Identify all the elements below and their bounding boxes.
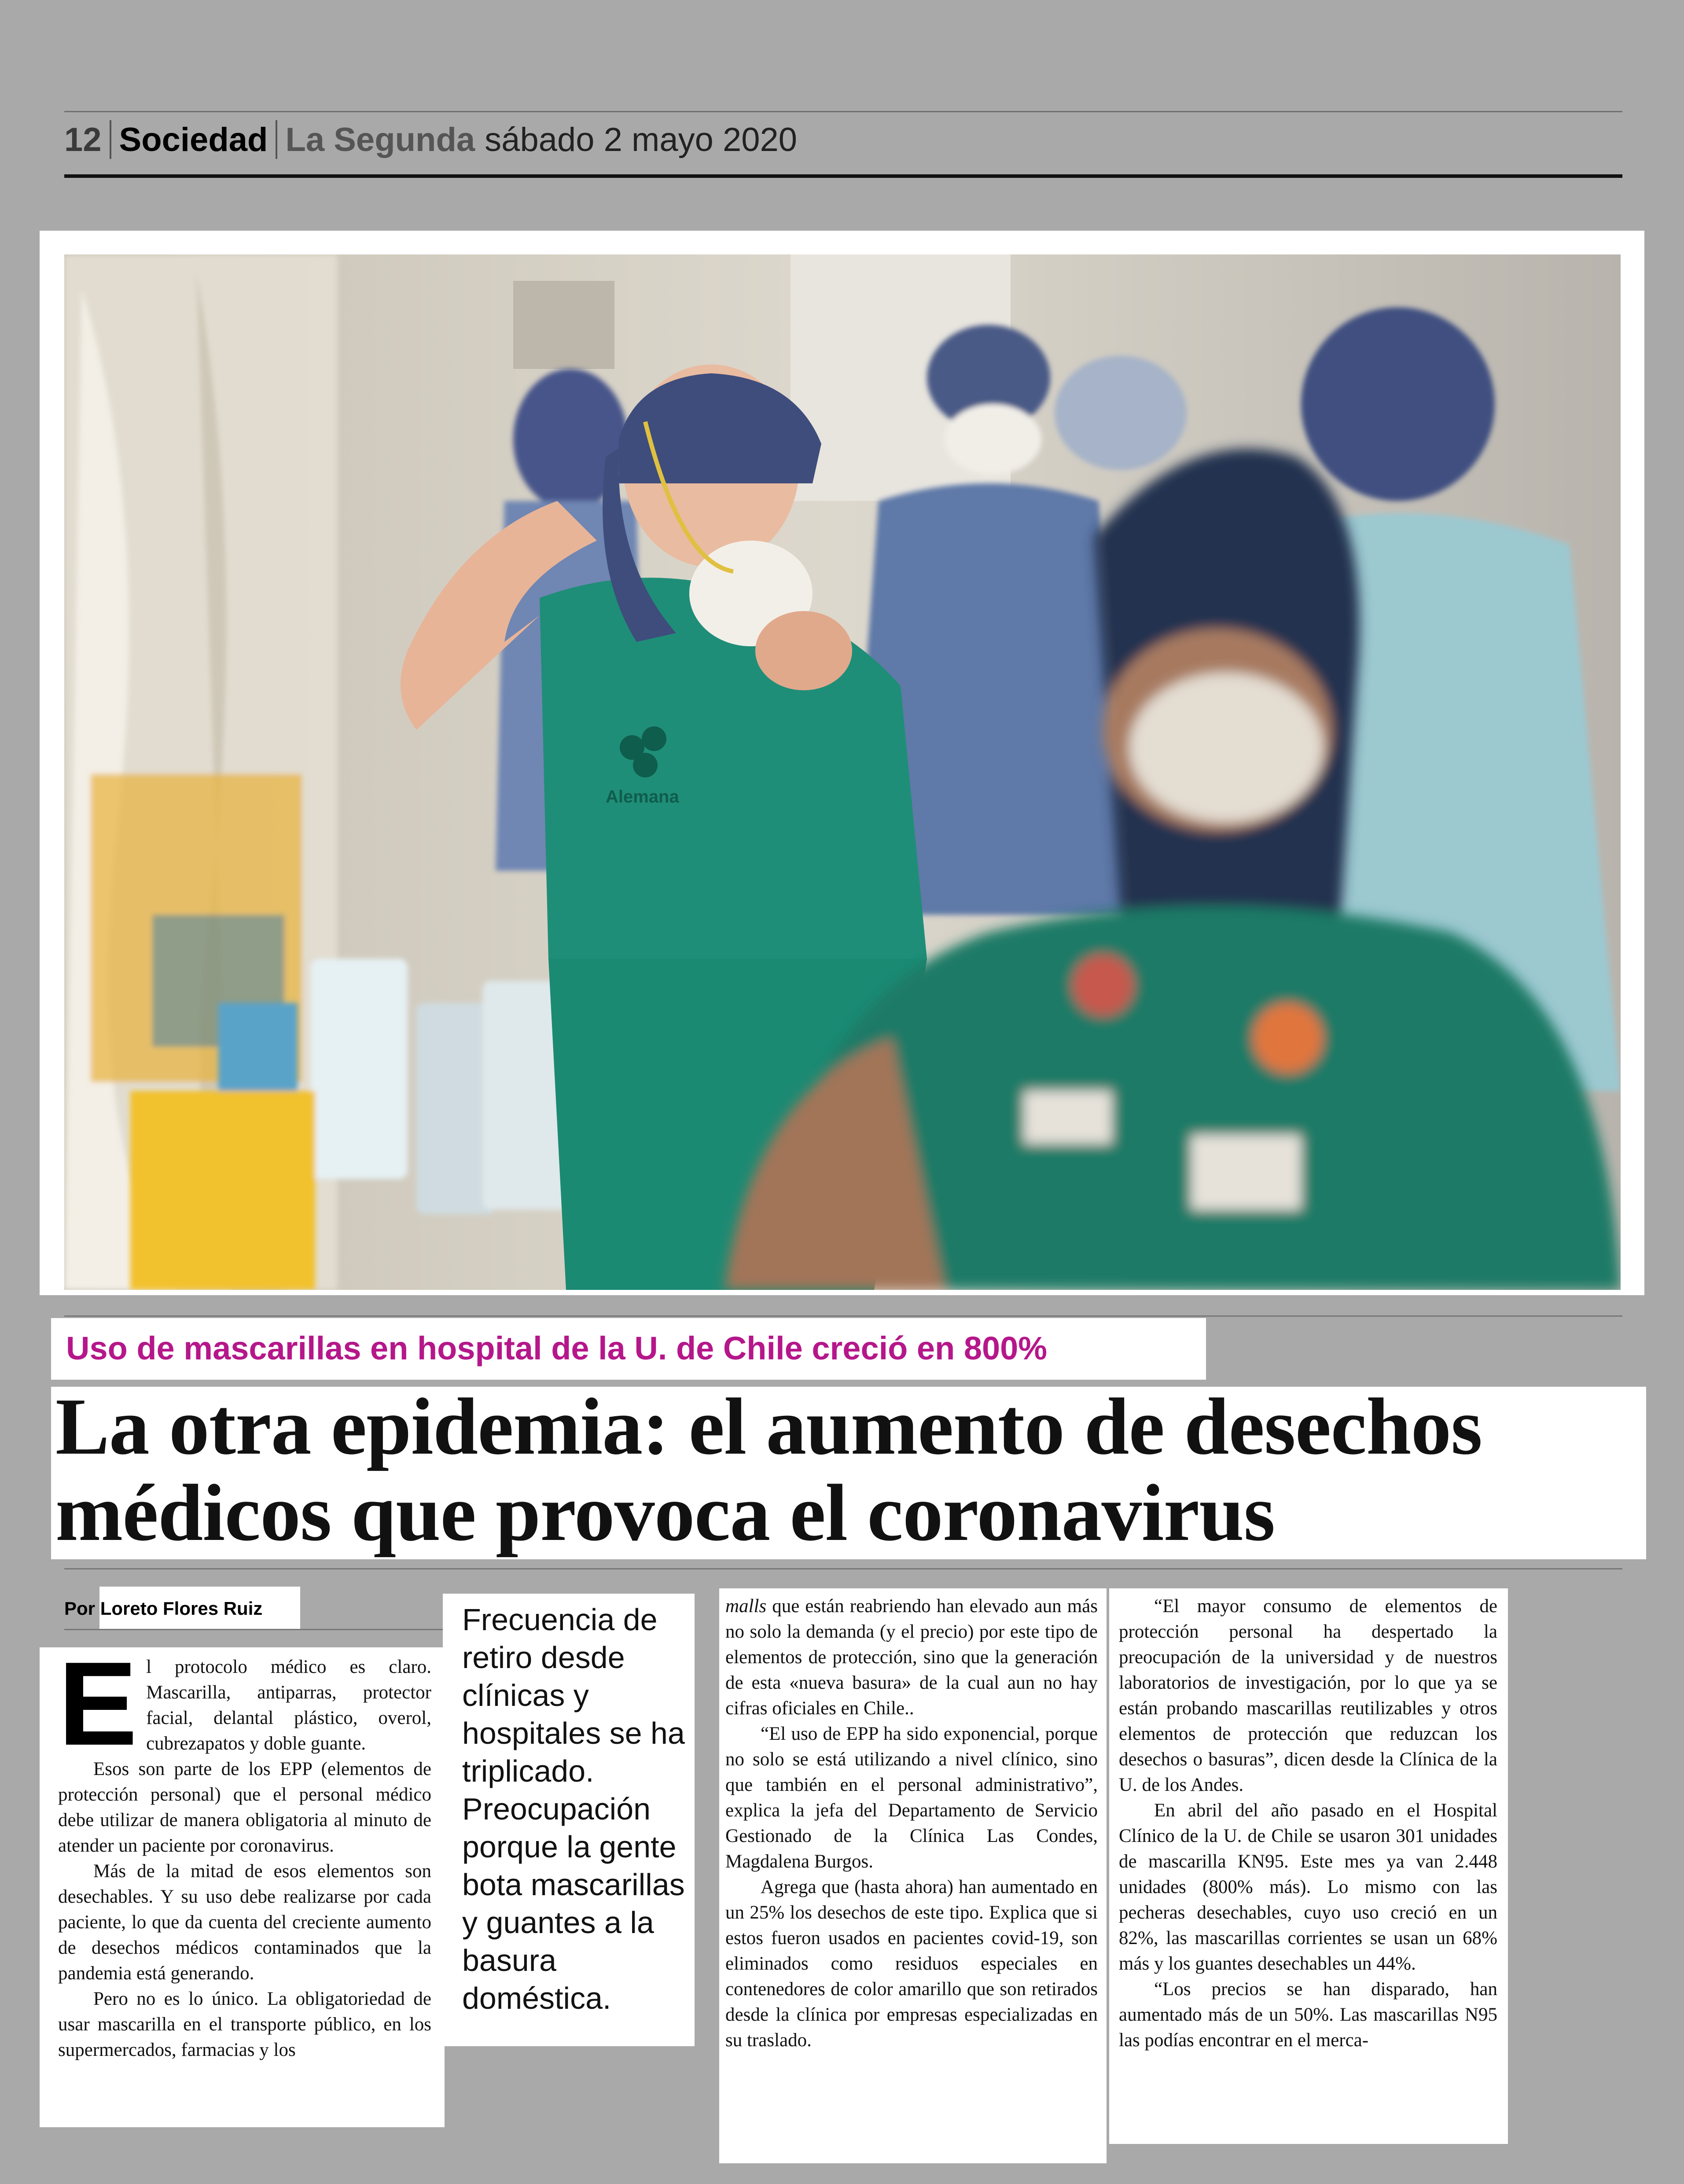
kicker: Uso de mascarillas en hospital de la U. de Chile creció en 800% [66,1330,1048,1366]
pull-quote: Frecuencia de retiro desde clínicas y hospitales se ha triplicado. Preocupación porque la gente bota mascarillas y guantes a la basura doméstica. [462,1602,685,2015]
paragraph: Agrega que (hasta ahora) han aumentado en un 25% los desechos de este tipo. Explica que si estos fueron usados en pacientes covid-19, son eliminados como residuos especiales en contenedores de color amarillo que son retirados desde la clínica por empresas especializadas en su traslado. [725,1877,1098,2051]
header-bottom-rule [64,174,1622,178]
paragraph-text: l protocolo médico es claro. Mascarilla, antiparras, protector facial, delantal plástico, overol, cubrezapatos y doble guante. [146,1657,431,1754]
title-top-rule [64,1315,1622,1317]
headline [55,1383,1649,1556]
newspaper-name: La Segunda [285,121,475,158]
header-divider [110,120,111,159]
page-number: 12 [64,121,102,158]
article-column-3 [719,1588,1107,2163]
paragraph: Pero no es lo único. La obligatoriedad de usar mascarilla en el transporte público, en los supermercados, farmacias y los [58,1989,431,2060]
author-name: Loreto Flores Ruiz [100,1598,263,1619]
paragraph [58,1638,431,1770]
drop-cap: E [58,1638,138,1770]
paragraph-text: que están reabriendo han elevado aun más no solo la demanda (y el precio) por este tipo de elementos de protección, sino que la generación de esta «nueva basura» de la cual aun no hay cifras oficiales en Chile.. [725,1596,1098,1719]
section-name: Sociedad [119,121,268,158]
pull-quote-box [443,1594,695,2046]
title-bottom-rule [64,1568,1622,1569]
paragraph: En abril del año pasado en el Hospital Clínico de la U. de Chile se usaron 301 unidades de mascarilla KN95. Este mes ya van 2.448 unidades (800% más). Lo mismo con las pecheras desechables, cuyo uso creció en un 82%, las mascarillas corrientes se usan un 68% más y los guantes desechables un 44%. [1119,1800,1497,1974]
page-header [64,115,797,164]
photo-illustration [64,254,1621,1290]
article-column-4 [1109,1588,1508,2144]
hospital-photo [64,254,1621,1290]
headline-line-1: La otra epidemia: el aumento de desechos [55,1381,1482,1471]
header-top-rule [64,111,1622,112]
issue-date: sábado 2 mayo 2020 [485,121,798,158]
headline-line-2: médicos que provoca el coronavirus [55,1468,1275,1558]
paragraph: Más de la mitad de esos elementos son desechables. Y su uso debe realizarse por cada paciente, lo que da cuenta del creciente aumento de desechos médicos contaminados que la pandemia está generando. [58,1861,431,1984]
article-column-1 [40,1638,445,2127]
paragraph: “Los precios se han disparado, han aumentado más de un 50%. Las mascarillas N95 las podías encontrar en el merca- [1119,1979,1497,2051]
paragraph: “El mayor consumo de elementos de protección personal ha despertado la preocupación de la universidad y de nuestros laboratorios de investigación, por lo que ya se están probando mascarillas reutilizables y otros elementos de protección que reduzcan los desechos o basuras”, dicen desde la Clínica de la U. de los Andes. [1119,1596,1497,1795]
paragraph [725,1594,1098,1721]
paragraph: “El uso de EPP ha sido exponencial, porque no solo se está utilizando a nivel clínico, sino que también en el personal administrativo”, explica la jefa del Departamento de Servicio Gestionado de la Clínica Las Condes, Magdalena Burgos. [725,1724,1098,1872]
header-divider [276,120,277,159]
byline-rule [64,1629,474,1630]
byline [64,1598,262,1619]
uniform-text: Alemana [606,787,679,807]
paragraph: Esos son parte de los EPP (elementos de protección personal) que el personal médico debe utilizar de manera obligatoria al minuto de atender un paciente por coronavirus. [58,1759,431,1856]
byline-prefix: Por [64,1598,96,1619]
italic-word: malls [725,1596,767,1617]
